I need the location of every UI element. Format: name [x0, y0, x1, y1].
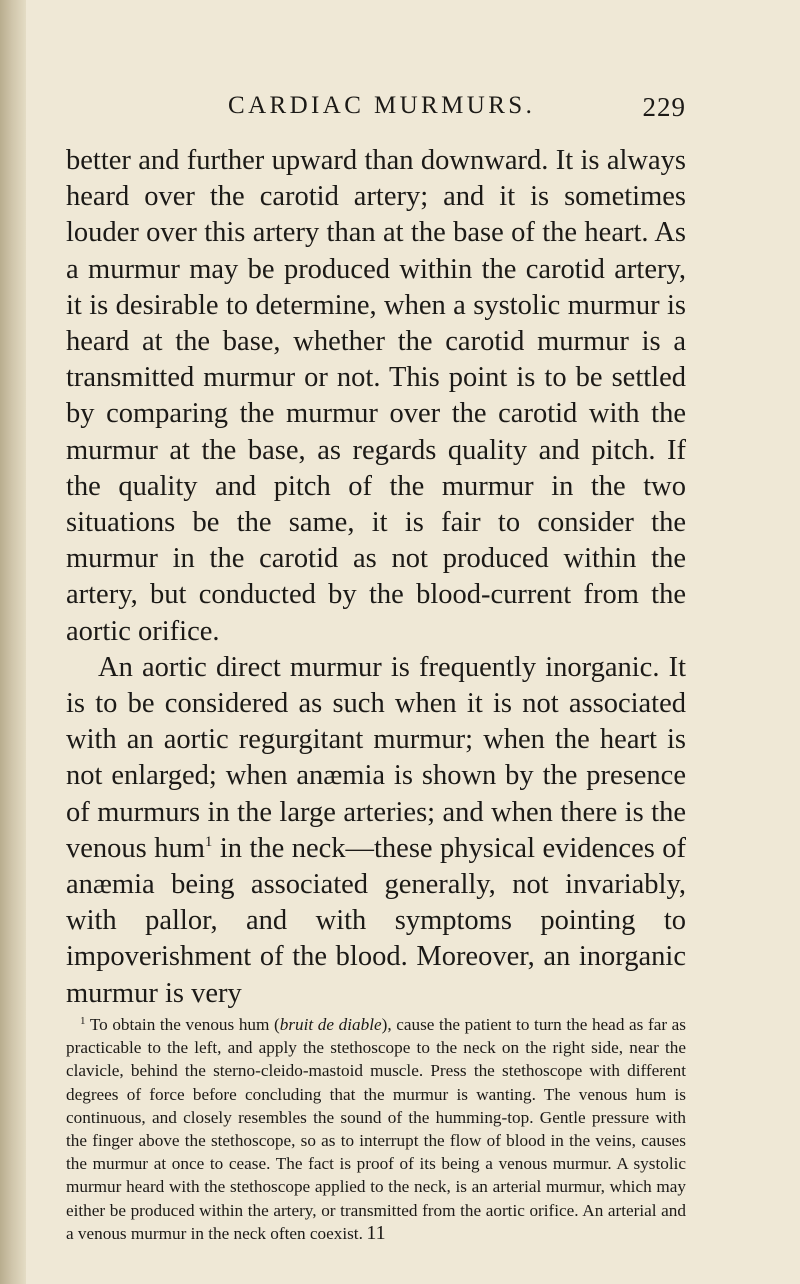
book-page	[66, 0, 686, 1284]
footnote-text-b: ), cause the patient to turn the head as far as practicable to the left, and apply the stethoscope to the neck on the right side, near the clavicle, behind the sterno-cleido-mastoid muscle. Press the stethoscope with different degrees of force before concluding that the murmur is wanting. The venous hum is continuous, and closely resembles the sound of the humming-top. Gentle pressure with the finger above the stethoscope, so as to interrupt the flow of blood in the veins, causes the murmur at once to cease. The fact is proof of its being a venous murmur. A systolic murmur heard with the stethoscope applied to the neck, is an arterial murmur, which may either be produced within the artery, or transmitted from the aortic orifice. An arterial and a venous murmur in the neck often coexist.	[66, 1015, 686, 1243]
body-text	[66, 143, 686, 1012]
page-number: 229	[642, 92, 686, 122]
footnote-text-a: To obtain the venous hum (	[89, 1015, 280, 1034]
paragraph-2-text-a: An aortic direct murmur is frequently inorganic. It is to be considered as such when it is not associated with an aortic regurgitant murmur; when the heart is not enlarged; when anæmia is shown by the presence of murmurs in the large arteries; and when there is the venous hum	[66, 651, 686, 864]
running-head-title: CARDIAC MURMURS.	[228, 92, 536, 119]
footnote-marker: 1	[80, 1015, 86, 1027]
footnote-1	[66, 1013, 686, 1245]
footnotes	[66, 1013, 686, 1245]
page-binding-edge	[0, 0, 26, 1284]
paragraph-2	[66, 650, 686, 1012]
footnote-italic: bruit de diable	[279, 1015, 382, 1034]
paragraph-1: better and further upward than downward. It is always heard over the carotid artery; and it is sometimes louder over this artery than at the base of the heart. As a murmur may be produced within the carotid artery, it is desirable to determine, when a systolic murmur is heard at the base, whether the carotid murmur is a transmitted murmur or not. This point is to be settled by comparing the murmur over the carotid with the murmur at the base, as regards quality and pitch. If the quality and pitch of the murmur in the two situations be the same, it is fair to consider the murmur in the carotid as not produced within the artery, but conducted by the blood-current from the aortic orifice.	[66, 145, 686, 647]
footnote-reference: 1	[204, 833, 213, 850]
running-head	[66, 92, 686, 128]
paragraph-2-text-b: in the neck—these physical evidences of anæmia being associated generally, not invariably, with pallor, and with symptoms pointing to impoverishment of the blood. Moreover, an inorganic murmur is very	[66, 832, 686, 1009]
signature-mark: 11	[366, 1222, 386, 1244]
